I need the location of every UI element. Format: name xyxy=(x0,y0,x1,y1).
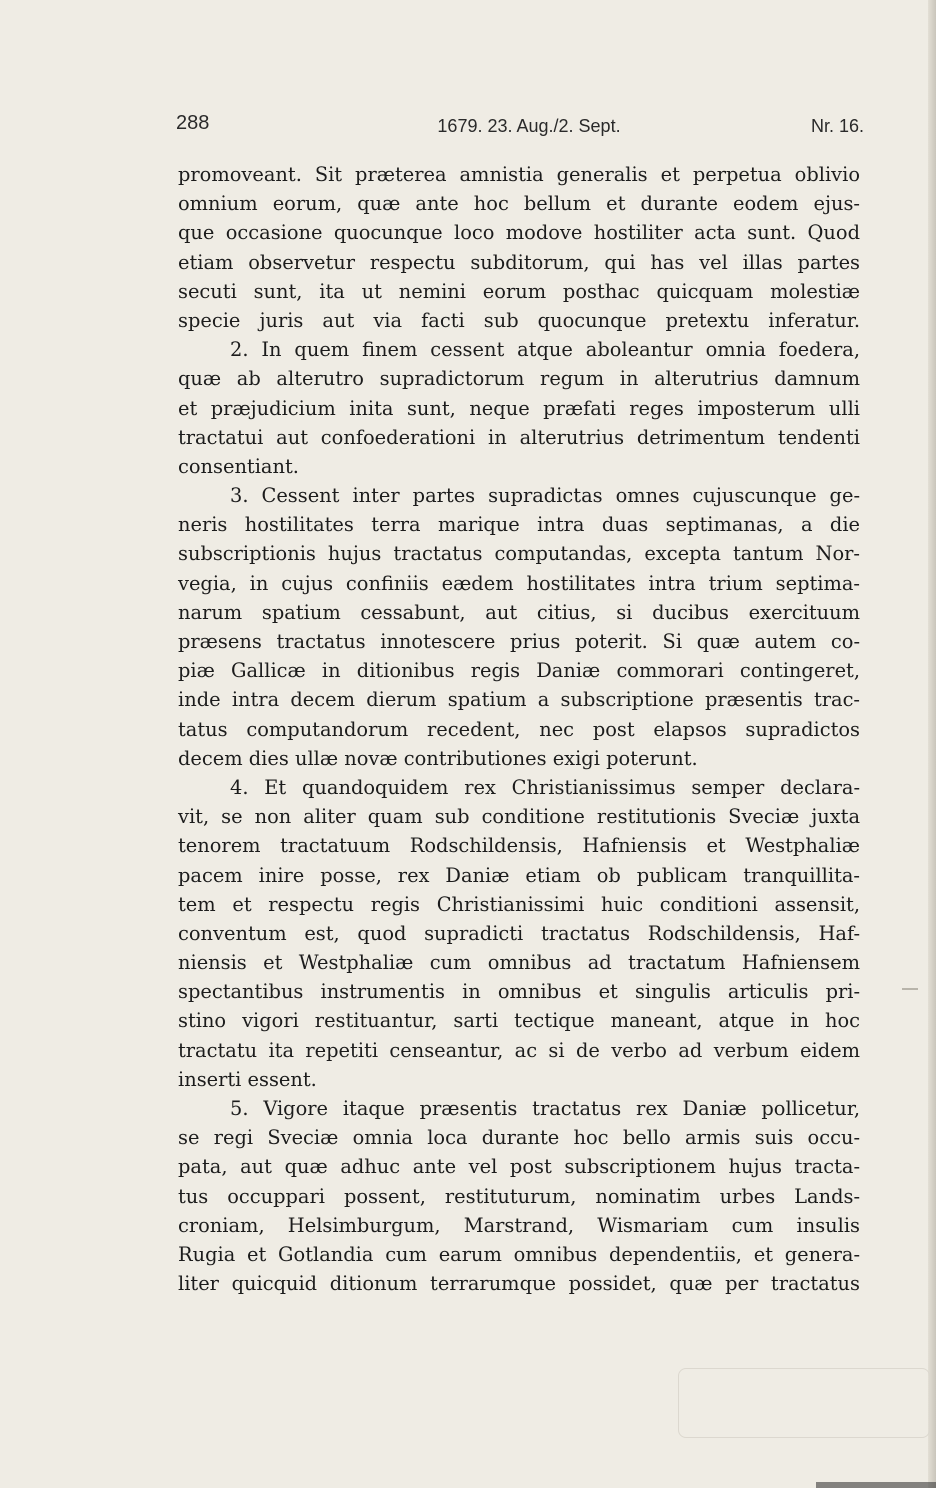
page-stain xyxy=(678,1368,930,1438)
page-number: 288 xyxy=(176,112,210,134)
text-line: subscriptionis hujus tractatus computandas, excepta tantum Nor- xyxy=(178,542,860,566)
text-line: liter quicquid ditionum terrarumque possidet, quæ per tractatus xyxy=(178,1272,860,1296)
text-line: etiam observetur respectu subditorum, qui has vel illas partes xyxy=(178,250,860,274)
page-edge-shadow xyxy=(928,0,936,1488)
text-line: piæ Gallicæ in ditionibus regis Daniæ commorari contingeret, xyxy=(178,659,860,683)
running-date: 1679. 23. Aug./2. Sept. xyxy=(437,116,621,136)
text-line: 2. In quem finem cessent atque aboleantur omnia foedera, xyxy=(230,338,860,362)
text-line: tem et respectu regis Christianissimi huic conditioni assensit, xyxy=(178,892,860,916)
text-line: que occasione quocunque loco modove hostiliter acta sunt. Quod xyxy=(178,221,860,245)
text-line: Rugia et Gotlandia cum earum omnibus dependentiis, et genera- xyxy=(178,1242,860,1266)
text-line: secuti sunt, ita ut nemini eorum posthac quicquam molestiæ xyxy=(178,279,860,303)
document-number: Nr. 16. xyxy=(810,116,864,136)
text-line: croniam, Helsimburgum, Marstrand, Wismariam cum insulis xyxy=(178,1213,860,1237)
text-line: præsens tractatus innotescere prius poterit. Si quæ autem co- xyxy=(178,630,860,653)
text-line: inserti essent. xyxy=(178,1067,317,1091)
text-line: decem dies ullæ novæ contributiones exigi poterunt. xyxy=(178,746,698,770)
text-line: promoveant. Sit præterea amnistia generalis et perpetua oblivio xyxy=(178,163,860,186)
text-line: pata, aut quæ adhuc ante vel post subscriptionem hujus tracta- xyxy=(178,1155,860,1179)
text-line: tractatu ita repetiti censeantur, ac si de verbo ad verbum eidem xyxy=(178,1038,860,1062)
text-line: se regi Sveciæ omnia loca durante hoc bello armis suis occu- xyxy=(178,1126,860,1150)
running-header xyxy=(176,112,864,142)
text-line: 5. Vigore itaque præsentis tractatus rex Daniæ pollicetur, xyxy=(230,1097,860,1120)
text-line: 3. Cessent inter partes supradictas omnes cujuscunque ge- xyxy=(230,484,860,508)
margin-mark xyxy=(902,988,918,990)
text-line: inde intra decem dierum spatium a subscriptione præsentis trac- xyxy=(178,688,860,712)
text-line: narum spatium cessabunt, aut citius, si ducibus exercituum xyxy=(178,600,860,624)
text-line: tus occuppari possent, restituturum, nominatim urbes Lands- xyxy=(178,1184,860,1208)
text-line: stino vigori restituantur, sarti tectique maneant, atque in hoc xyxy=(178,1009,860,1033)
text-line: 4. Et quandoquidem rex Christianissimus semper declara- xyxy=(230,775,860,799)
text-line: niensis et Westphaliæ cum omnibus ad tractatum Hafniensem xyxy=(178,951,860,975)
text-line: consentiant. xyxy=(178,454,299,478)
text-line: vit, se non aliter quam sub conditione restitutionis Sveciæ juxta xyxy=(178,805,860,829)
text-line: conventum est, quod supradicti tractatus Rodschildensis, Haf- xyxy=(178,921,860,945)
text-line: specie juris aut via facti sub quocunque pretextu inferatur. xyxy=(178,308,860,332)
text-line: neris hostilitates terra marique intra duas septimanas, a die xyxy=(178,513,860,537)
text-line: et præjudicium inita sunt, neque præfati reges imposterum ulli xyxy=(178,396,860,420)
text-line: spectantibus instrumentis in omnibus et singulis articulis pri- xyxy=(178,980,860,1004)
text-line: tenorem tractatuum Rodschildensis, Hafniensis et Westphaliæ xyxy=(178,834,860,858)
body-text xyxy=(178,160,860,1298)
text-line: omnium eorum, quæ ante hoc bellum et durante eodem ejus- xyxy=(178,192,860,216)
text-line: tractatui aut confoederationi in alterutrius detrimentum tendenti xyxy=(178,425,860,449)
text-line: tatus computandorum recedent, nec post elapsos supradictos xyxy=(178,717,860,741)
bottom-edge-rule xyxy=(816,1482,936,1488)
text-line: vegia, in cujus confiniis eædem hostilitates intra trium septima- xyxy=(178,571,860,595)
text-line: pacem inire posse, rex Daniæ etiam ob publicam tranquillita- xyxy=(178,863,860,887)
text-line: quæ ab alterutro supradictorum regum in alterutrius damnum xyxy=(178,367,860,391)
